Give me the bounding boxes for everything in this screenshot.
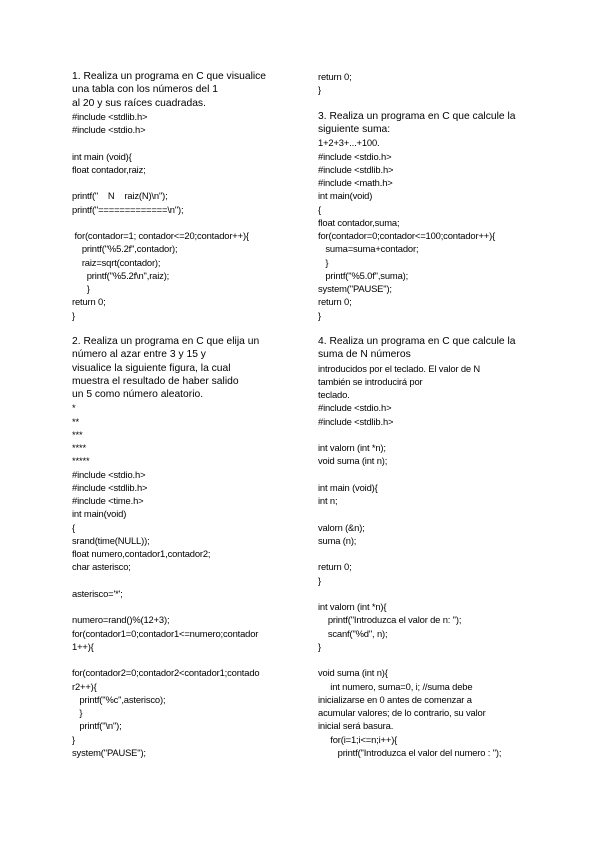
- text-line: printf("%5.2f",contador);: [72, 243, 178, 255]
- text-line: ***: [72, 428, 83, 440]
- text-line: }: [72, 733, 75, 745]
- exercise-heading-line: 4. Realiza un programa en C que calcule la: [318, 336, 516, 347]
- text-line: float contador,suma;: [318, 216, 400, 228]
- text-line: char asterisco;: [72, 561, 131, 573]
- text-line: [72, 574, 290, 587]
- text-line: 1++){: [72, 640, 94, 652]
- text-line: numero=rand()%(12+3);: [72, 614, 170, 626]
- exercise-heading-line: visualice la siguiente figura, la cual: [72, 362, 231, 374]
- text-line: printf("Introduzca el valor del numero : ");: [318, 746, 502, 758]
- text-line: raiz=sqrt(contador);: [72, 256, 161, 268]
- text-line: }: [318, 574, 321, 586]
- text-line: for(contador=0;contador<=100;contador++){: [318, 230, 496, 241]
- text-line: [318, 468, 536, 481]
- text-line: #include <time.h>: [72, 495, 144, 506]
- text-line: printf("\n");: [72, 720, 122, 732]
- right-column: [318, 70, 536, 759]
- left-column: [72, 70, 290, 759]
- text-line: *****: [72, 455, 90, 467]
- text-line: float contador,raiz;: [72, 163, 146, 175]
- exercise-heading-line: 3. Realiza un programa en C que calcule la: [318, 110, 516, 122]
- text-line: #include <stdlib.h>: [318, 163, 394, 175]
- text-line: #include <stdlib.h>: [72, 110, 148, 122]
- text-line: [72, 653, 290, 666]
- text-line: **: [72, 415, 79, 427]
- text-line: printf("=============\n");: [72, 203, 184, 215]
- text-line: ****: [72, 442, 86, 453]
- text-line: también se introducirá por: [318, 375, 423, 387]
- text-line: inicial será basura.: [318, 720, 394, 732]
- text-line: [72, 216, 290, 229]
- text-line: }: [318, 640, 321, 652]
- text-line: [318, 653, 536, 666]
- text-line: srand(time(NULL));: [72, 534, 150, 546]
- text-line: printf("%5.0f",suma);: [318, 269, 409, 281]
- text-line: int main(void): [318, 190, 373, 202]
- text-line: introducidos por el teclado. El valor de N: [318, 362, 481, 374]
- text-line: }: [318, 309, 321, 321]
- text-line: printf("%c",asterisco);: [72, 693, 166, 705]
- text-line: {: [72, 521, 75, 533]
- text-line: suma=suma+contador;: [318, 243, 419, 255]
- text-line: [318, 322, 536, 335]
- text-line: #include <stdio.h>: [72, 124, 146, 135]
- text-line: int valorn (int *n);: [318, 442, 386, 453]
- text-line: for(contador=1; contador<=20;contador++){: [72, 230, 249, 241]
- text-line: 1+2+3+...+100.: [318, 137, 380, 149]
- exercise-heading-line: suma de N números: [318, 349, 411, 361]
- text-line: suma (n);: [318, 534, 357, 546]
- text-line: for(contador1=0;contador1<=numero;contador: [72, 627, 259, 639]
- text-line: for(i=1;i<=n;i++){: [318, 733, 398, 745]
- exercise-heading-line: 1. Realiza un programa en C que visualice: [72, 71, 267, 82]
- text-line: [318, 547, 536, 560]
- text-line: return 0;: [318, 71, 352, 82]
- text-line: float numero,contador1,contador2;: [72, 548, 211, 559]
- text-line: system("PAUSE");: [318, 283, 392, 294]
- text-line: acumular valores; de lo contrario, su valor: [318, 707, 486, 718]
- exercise-heading-line: número al azar entre 3 y 15 y: [72, 349, 206, 361]
- text-line: system("PAUSE");: [72, 746, 146, 758]
- text-line: [318, 507, 536, 520]
- text-line: }: [318, 256, 329, 268]
- text-line: #include <stdio.h>: [318, 402, 392, 414]
- exercise-heading-line: un 5 como número aleatorio.: [72, 389, 204, 400]
- exercise-heading-line: muestra el resultado de haber salido: [72, 375, 239, 387]
- text-line: for(contador2=0;contador2<contador1;contado: [72, 667, 260, 679]
- exercise-heading-line: siguiente suma:: [318, 124, 391, 135]
- text-line: int valorn (int *n){: [318, 601, 387, 612]
- text-line: [72, 322, 290, 335]
- text-line: int main (void){: [318, 481, 378, 493]
- text-line: scanf("%d", n);: [318, 627, 388, 639]
- text-line: teclado.: [318, 389, 350, 400]
- text-line: int main(void): [72, 508, 127, 520]
- text-line: [72, 600, 290, 613]
- text-line: int main (void){: [72, 150, 132, 162]
- text-line: #include <stdio.h>: [318, 150, 392, 162]
- text-line: printf("%5.2f\n",raiz);: [72, 269, 170, 281]
- text-line: printf("Introduzca el valor de n: ");: [318, 614, 462, 626]
- text-line: [72, 136, 290, 149]
- text-line: [318, 428, 536, 441]
- text-line: *: [72, 402, 76, 414]
- exercise-heading-line: 2. Realiza un programa en C que elija un: [72, 336, 260, 347]
- exercise-heading-line: al 20 y sus raíces cuadradas.: [72, 97, 206, 109]
- text-line: void suma (int n);: [318, 455, 388, 467]
- exercise-heading-line: una tabla con los números del 1: [72, 84, 218, 96]
- text-line: inicializarse en 0 antes de comenzar a: [318, 693, 472, 705]
- text-line: #include <stdio.h>: [72, 468, 146, 480]
- text-line: }: [72, 283, 90, 294]
- text-line: valorn (&n);: [318, 521, 365, 533]
- text-line: asterisco='*';: [72, 587, 123, 599]
- text-line: void suma (int n){: [318, 667, 388, 679]
- text-line: [318, 587, 536, 600]
- text-line: return 0;: [318, 296, 352, 308]
- text-line: r2++){: [72, 680, 97, 692]
- text-line: printf(" N raiz(N)\n");: [72, 190, 168, 202]
- text-line: [318, 97, 536, 110]
- text-line: int numero, suma=0, i; //suma debe: [318, 680, 473, 692]
- text-line: return 0;: [72, 296, 106, 308]
- text-line: int n;: [318, 495, 338, 506]
- text-line: return 0;: [318, 561, 352, 573]
- text-line: #include <math.h>: [318, 177, 393, 188]
- text-line: #include <stdlib.h>: [318, 415, 394, 427]
- text-line: {: [318, 203, 321, 215]
- text-line: }: [72, 309, 75, 321]
- text-line: #include <stdlib.h>: [72, 481, 148, 493]
- text-line: [72, 176, 290, 189]
- text-line: }: [318, 84, 321, 96]
- text-line: }: [72, 707, 83, 718]
